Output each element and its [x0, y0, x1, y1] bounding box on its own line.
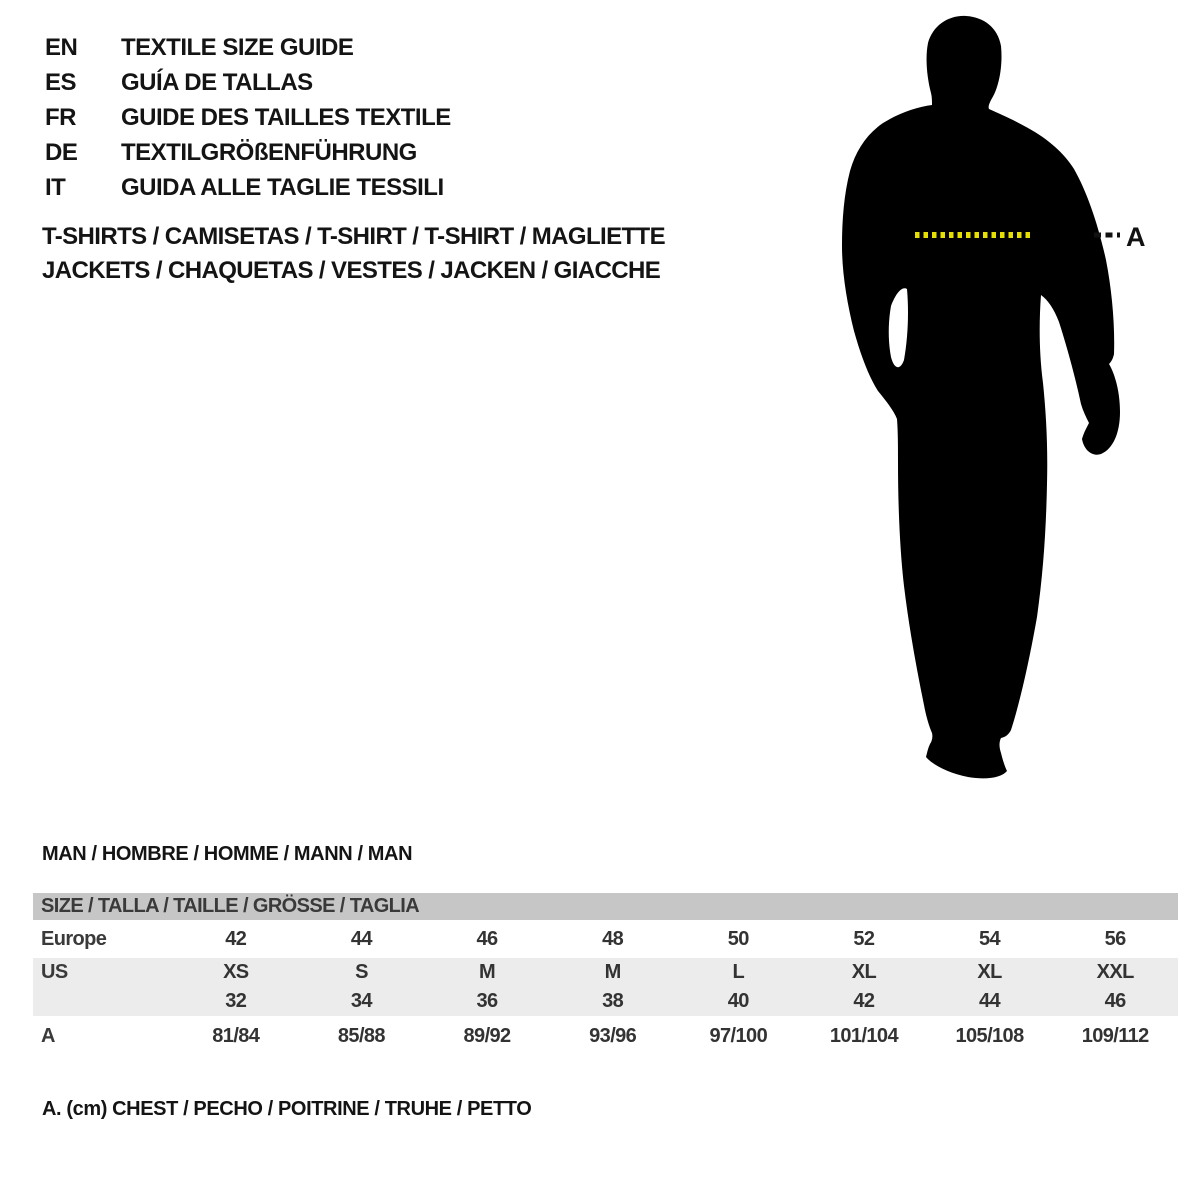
lang-label: GUIDA ALLE TAGLIE TESSILI — [121, 173, 444, 201]
table-cell: 32 — [225, 990, 247, 1012]
table-cell: 101/104 — [829, 1024, 898, 1047]
table-cell: 34 — [350, 990, 372, 1012]
table-cell: 109/112 — [1081, 1024, 1149, 1047]
row-label: A — [41, 1024, 55, 1047]
table-cell: XS — [223, 961, 249, 983]
table-cell: XXL — [1096, 961, 1134, 983]
table-cell: 38 — [602, 990, 624, 1012]
lang-code: IT — [45, 173, 66, 201]
table-cell: 40 — [727, 990, 749, 1012]
lang-code: FR — [45, 103, 76, 131]
table-cell: S — [355, 961, 368, 983]
table-row-chest-a — [33, 1016, 1178, 1056]
table-cell: 56 — [1104, 927, 1126, 950]
lang-label: TEXTILE SIZE GUIDE — [121, 33, 354, 61]
category-line-tshirts: T-SHIRTS / CAMISETAS / T-SHIRT / T-SHIRT / MAGLIETTE — [42, 223, 666, 250]
table-row-numeric-size — [33, 987, 1178, 1016]
table-cell: 44 — [979, 990, 1001, 1012]
lang-code: ES — [45, 68, 77, 96]
table-cell: 50 — [727, 927, 749, 950]
section-title-man: MAN / HOMBRE / HOMME / MANN / MAN — [42, 843, 413, 865]
table-cell: 89/92 — [463, 1024, 511, 1047]
table-cell: 54 — [979, 927, 1001, 950]
table-cell: 36 — [476, 990, 498, 1012]
measurement-footnote: A. (cm) CHEST / PECHO / POITRINE / TRUHE / PETTO — [42, 1098, 532, 1120]
table-cell: 44 — [350, 927, 372, 950]
table-cell: 81/84 — [212, 1024, 260, 1047]
lang-code: DE — [45, 138, 78, 166]
table-cell: 42 — [853, 990, 875, 1012]
row-label: US — [41, 961, 68, 983]
table-row-europe — [33, 920, 1178, 958]
size-table — [33, 893, 1178, 1056]
category-line-jackets: JACKETS / CHAQUETAS / VESTES / JACKEN / GIACCHE — [42, 257, 661, 284]
table-cell: 105/108 — [955, 1024, 1024, 1047]
table-cell: M — [604, 961, 621, 983]
lang-label: GUIDE DES TAILLES TEXTILE — [121, 103, 451, 131]
table-cell: 52 — [853, 927, 875, 950]
size-table-header: SIZE / TALLA / TAILLE / GRÖSSE / TAGLIA — [33, 893, 1178, 920]
table-cell: M — [479, 961, 496, 983]
lang-label: TEXTILGRÖßENFÜHRUNG — [121, 138, 417, 166]
lang-label: GUÍA DE TALLAS — [121, 68, 313, 96]
table-cell: 97/100 — [709, 1024, 768, 1047]
measure-label-a: A — [1126, 222, 1146, 252]
table-cell: 48 — [602, 927, 624, 950]
table-cell: 46 — [1104, 990, 1126, 1012]
table-cell: L — [732, 961, 745, 983]
table-cell: 93/96 — [589, 1024, 637, 1047]
table-row-us — [33, 958, 1178, 987]
table-cell: 46 — [476, 927, 498, 950]
table-cell: 42 — [225, 927, 247, 950]
man-silhouette — [842, 16, 1120, 778]
table-cell: XL — [851, 961, 877, 983]
lang-code: EN — [45, 33, 78, 61]
table-cell: XL — [977, 961, 1002, 983]
table-cell: 85/88 — [337, 1024, 385, 1047]
row-label: Europe — [41, 927, 107, 950]
